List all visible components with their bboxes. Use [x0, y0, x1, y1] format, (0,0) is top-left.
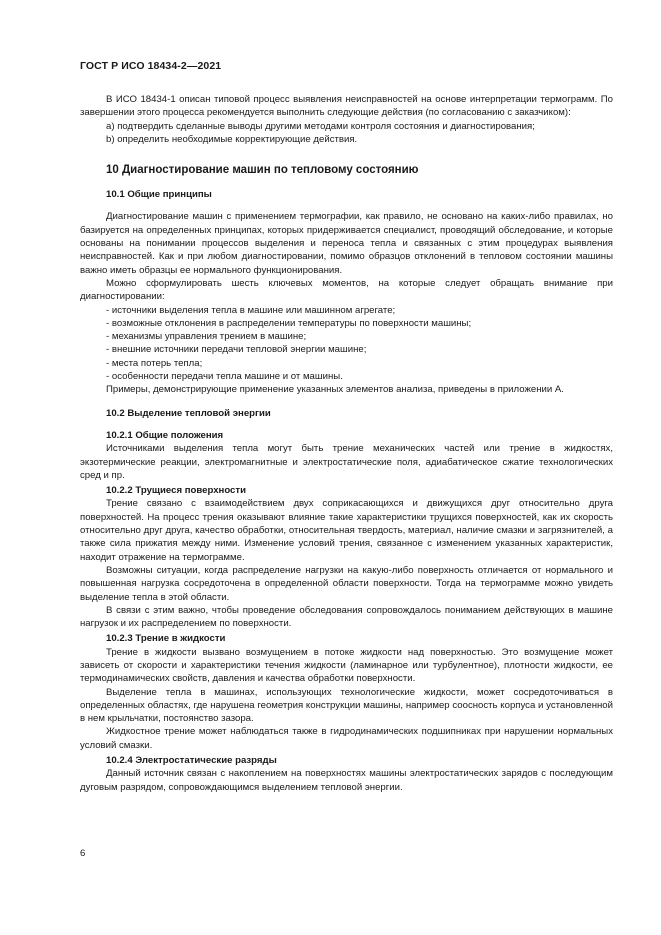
section-10-2-2-title: 10.2.2 Трущиеся поверхности — [106, 485, 246, 497]
list-item: - механизмы управления трением в машине; — [106, 331, 307, 343]
page-header: ГОСТ Р ИСО 18434-2—2021 — [80, 60, 222, 72]
section-10-2-4-title: 10.2.4 Электростатические разряды — [106, 755, 277, 767]
page-number: 6 — [80, 848, 86, 859]
paragraph: Диагностирование машин с применением термографии, как правило, не основано на каких-либо правилах, но базируется на определенных принципах, которых придерживается специалист, проводящий обследование, и которые основаны на понимании процессов выделения и переноса тепла и связанных с этим процедурах выявления неисправностей. Как и при любом диагностировании, помимо образцов отклонений в тепловом состоянии машины важно иметь образцы ее нормального функционирования. — [80, 211, 613, 276]
intro-paragraph: В ИСО 18434-1 описан типовой процесс выявления неисправностей на основе интерпретации термограмм. По завершении этого процесса рекомендуется выполнить следующие действия (по согласованию с заказчиком): — [80, 94, 613, 119]
list-item: - места потерь тепла; — [106, 357, 203, 369]
page-content — [80, 93, 613, 794]
paragraph: Жидкостное трение может наблюдаться также в гидродинамических подшипниках при нарушении нормальных условий смазки. — [80, 726, 613, 751]
paragraph: Возможны ситуации, когда распределение нагрузки на какую-либо поверхность отличается от нормального и повышенная нагрузка сосредоточена в определенной области поверхности. Тогда на термограмме можно увидеть выделение тепла в этой области. — [80, 564, 613, 603]
paragraph: В связи с этим важно, чтобы проведение обследования сопровождалось пониманием действующих в машине нагрузок и их распределением по поверхности. — [80, 604, 613, 630]
list-item: - возможные отклонения в распределении температуры по поверхности машины; — [106, 317, 472, 329]
paragraph: Трение связано с взаимодействием двух соприкасающихся и движущихся друг относительно друга поверхностей. На процесс трения оказывают влияние такие характеристики трущихся поверхностей, как их скорость относительно друг друга, качество обработки, относительная твердость, материал, наличие смазки и загрязнителей, а также сила прижатия между ними. Изменение условий трения, связанное с изменением указанных характеристик, находит отражение на термограмме. — [80, 498, 613, 563]
paragraph: Трение в жидкости вызвано возмущением в потоке жидкости над поверхностью. Это возмущение может зависеть от скорости и характеристики течения жидкости (ламинарное или турбулентное), плотности жидкости, ее термодинамических свойств, давления и качества обработки поверхности. — [80, 646, 613, 685]
section-10-title: 10 Диагностирование машин по тепловому состоянию — [106, 164, 419, 177]
paragraph: Данный источник связан с накоплением на поверхностях машины электростатических зарядов с последующим дуговым разрядом, сопровождающимся выделением тепловой энергии. — [80, 768, 613, 793]
section-10-2-1-title: 10.2.1 Общие положения — [106, 429, 224, 441]
intro-item-a: a) подтвердить сделанные выводы другими методами контроля состояния и диагностирования; — [106, 120, 535, 132]
list-item: - особенности передачи тепла машине и от машины. — [106, 371, 343, 383]
section-10-2-3-title: 10.2.3 Трение в жидкости — [106, 633, 226, 645]
list-item: - внешние источники передачи тепловой энергии машине; — [106, 344, 367, 356]
paragraph: Источниками выделения тепла могут быть трение механических частей или трение в жидкостях, экзотермические реакции, электромагнитные и электростатические поля, адиабатическое сжатие технологических сред и пр. — [80, 443, 613, 481]
section-10-2-title: 10.2 Выделение тепловой энергии — [106, 407, 271, 419]
paragraph: Примеры, демонстрирующие применение указанных элементов анализа, приведены в приложении А. — [106, 384, 564, 396]
list-item: - источники выделения тепла в машине или машинном агрегате; — [106, 304, 396, 316]
paragraph: Можно сформулировать шесть ключевых моментов, на которые следует обращать внимание при диагностировании: — [80, 277, 613, 303]
paragraph: Выделение тепла в машинах, использующих технологические жидкости, может сосредоточиваться в определенных областях, где нарушена геометрия конструкции машины, например соосность корпуса и установленной в нем крыльчатки, постоянство зазора. — [80, 686, 613, 725]
intro-item-b: b) определить необходимые корректирующие действия. — [106, 133, 358, 145]
section-10-1-title: 10.1 Общие принципы — [106, 189, 212, 201]
